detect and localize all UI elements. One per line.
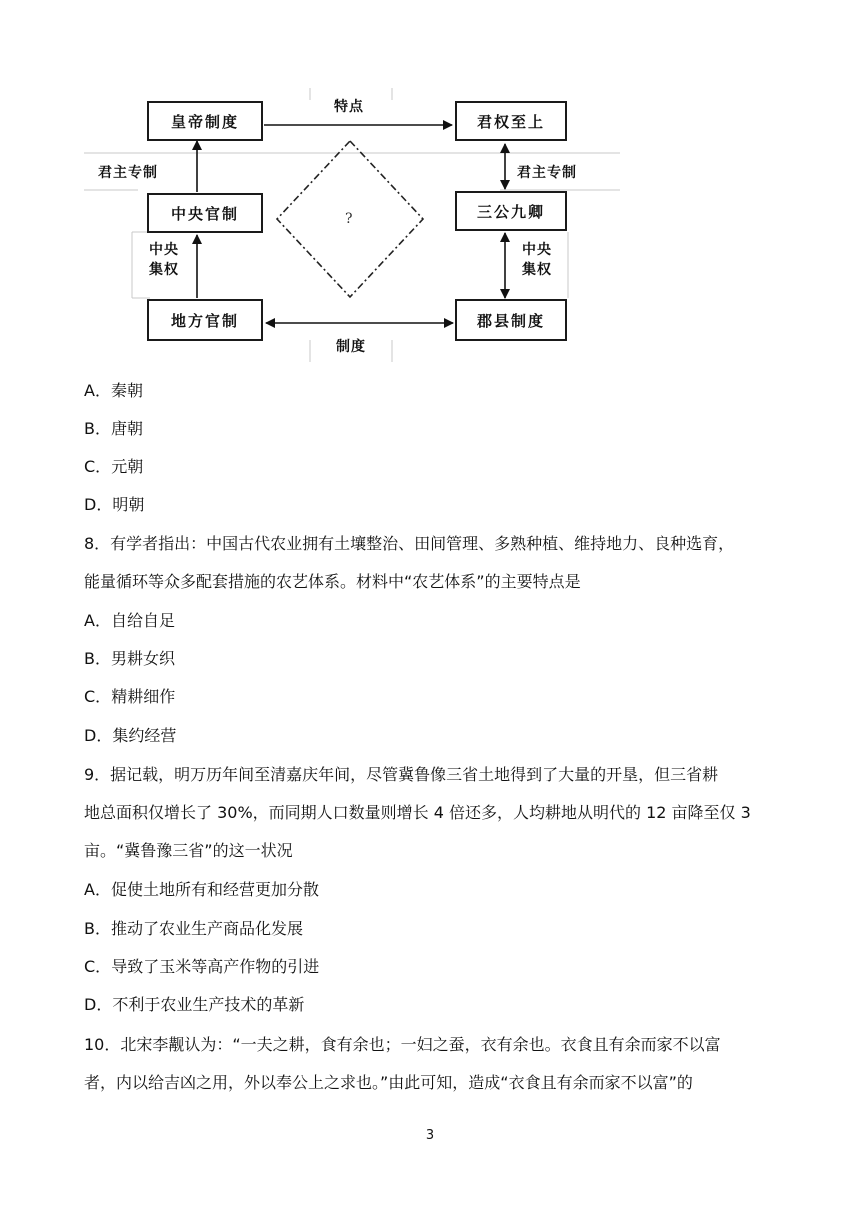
q8-option-d	[84, 723, 176, 746]
q10-stem-line-2: 者，内以给吉凶之用，外以奉公上之求也。”由此可知，造成“衣食且有余而家不以富”的	[84, 1073, 693, 1092]
box-central-officials	[147, 193, 263, 233]
q8-option-c	[84, 684, 175, 707]
q7-option-a	[84, 378, 143, 401]
option-letter: A．	[84, 611, 111, 630]
box-commandery-label: 郡县制度	[476, 311, 545, 330]
label-centralization-right: 中央 集权	[522, 242, 552, 278]
box-three-nine	[455, 191, 567, 231]
label-autocracy-left: 君主专制	[98, 165, 158, 181]
box-commandery-county	[455, 299, 567, 341]
box-local-officials	[147, 299, 263, 341]
option-text: 男耕女织	[110, 649, 175, 668]
q8-option-b	[84, 646, 175, 669]
option-text: 明朝	[112, 495, 145, 514]
option-letter: B．	[84, 919, 111, 938]
option-letter: B．	[84, 649, 111, 668]
label-autocracy-right: 君主专制	[517, 165, 577, 181]
label-system: 制度	[336, 339, 366, 355]
option-text: 唐朝	[110, 419, 143, 438]
q8-stem-line-1: 8．有学者指出：中国古代农业拥有土壤整治、田间管理、多熟种植、维持地力、良种选育，	[84, 534, 735, 553]
q8-stem-line-2: 能量循环等众多配套措施的农艺体系。材料中“农艺体系”的主要特点是	[84, 572, 581, 591]
option-text: 元朝	[111, 457, 144, 476]
label-feature: 特点	[334, 99, 364, 115]
box-supreme-power	[455, 101, 567, 141]
option-letter: C．	[84, 957, 112, 976]
box-central-label: 中央官制	[170, 204, 239, 223]
option-text: 导致了玉米等高产作物的引进	[111, 957, 320, 976]
q8-option-a	[84, 608, 175, 631]
box-emperor-system	[147, 101, 263, 141]
q9-stem-line-1: 9．据记载，明万历年间至清嘉庆年间，尽管冀鲁像三省土地得到了大量的开垦，但三省耕	[84, 765, 719, 784]
option-letter: A．	[84, 880, 111, 899]
option-text: 促使土地所有和经营更加分散	[110, 880, 319, 899]
page-number: 3	[425, 1128, 435, 1143]
option-letter: D．	[84, 726, 113, 745]
q9-option-d	[84, 992, 304, 1015]
q7-option-b	[84, 416, 143, 439]
question-mark: ?	[345, 211, 353, 227]
option-letter: D．	[84, 495, 113, 514]
q9-stem-line-3: 亩。“冀鲁豫三省”的这一状况	[84, 841, 293, 860]
option-text: 推动了农业生产商品化发展	[110, 919, 303, 938]
label-centralization-left: 中央 集权	[149, 242, 179, 278]
q7-option-c	[84, 454, 143, 477]
q9-option-b	[84, 916, 303, 939]
q9-stem-line-2: 地总面积仅增长了 30%，而同期人口数量则增长 4 倍还多，人均耕地从明代的 12 亩降至仅 3	[84, 803, 751, 822]
option-letter: C．	[84, 457, 112, 476]
option-text: 秦朝	[110, 381, 143, 400]
option-text: 精耕细作	[111, 687, 176, 706]
q9-option-c	[84, 954, 319, 977]
box-local-label: 地方官制	[170, 311, 239, 330]
box-three-nine-label: 三公九卿	[476, 202, 545, 221]
option-text: 不利于农业生产技术的革新	[112, 995, 305, 1014]
option-text: 自给自足	[110, 611, 175, 630]
q7-option-d	[84, 492, 144, 515]
option-letter: B．	[84, 419, 111, 438]
option-letter: A．	[84, 381, 111, 400]
q10-stem-line-1: 10．北宋李觏认为：“一夫之耕，食有余也；一妇之蚕，衣有余也。衣食且有余而家不以富	[84, 1035, 721, 1054]
option-letter: D．	[84, 995, 113, 1014]
box-emperor-label: 皇帝制度	[170, 112, 239, 131]
structure-diagram	[0, 0, 860, 370]
option-text: 集约经营	[112, 726, 177, 745]
box-supreme-label: 君权至上	[476, 112, 545, 131]
q9-option-a	[84, 877, 319, 900]
option-letter: C．	[84, 687, 112, 706]
diagram-connectors	[0, 0, 860, 370]
